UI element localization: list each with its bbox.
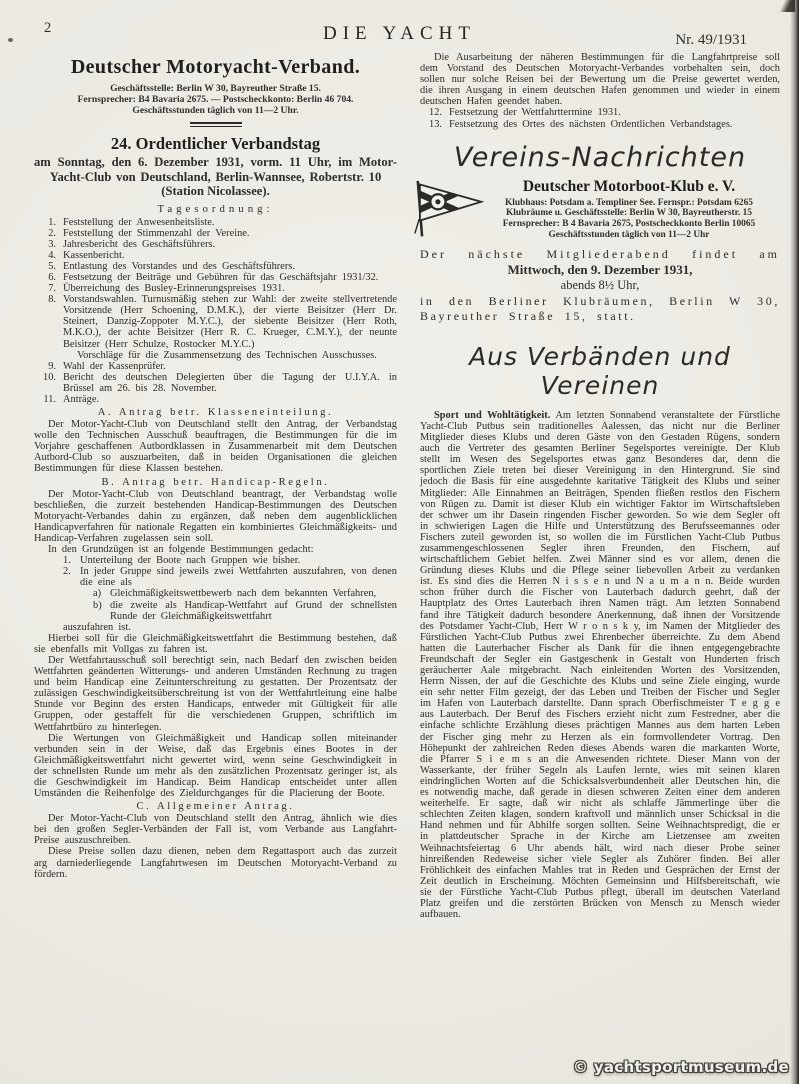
letter-item-marker: a) xyxy=(93,588,102,600)
agenda-item-number: 2. xyxy=(48,227,56,239)
scan-edge-shadow xyxy=(790,0,799,1084)
agenda-item-text: Anträge. xyxy=(63,394,100,405)
sublist-item-text: In jeder Gruppe sind jeweils zwei Wettfahrten auszufahren, von denen die eine als xyxy=(80,566,397,589)
sublist-item-text: Unterteilung der Boote nach Gruppen wie bisher. xyxy=(80,555,301,567)
agenda-item-text: Festsetzung der Beiträge und Gebühren für das Geschäftsjahr 1931/32. xyxy=(63,271,379,283)
letter-item xyxy=(93,588,397,599)
letter-item-text: die zweite als Handicap-Wettfahrt auf Grund der schnellsten Runde der Gleichmäßigkeitswettfahrt xyxy=(110,599,397,622)
sublist-tail: auszufahren ist. xyxy=(63,621,131,633)
article-paragraph xyxy=(420,410,780,920)
page-number: 2 xyxy=(44,20,52,36)
agenda-item-number: 3. xyxy=(48,238,56,250)
club-house-line: Klubhaus: Potsdam a. Templiner See. Fernspr.: Potsdam 6265 xyxy=(505,197,753,208)
two-column-layout xyxy=(34,52,780,920)
agenda-item xyxy=(34,217,397,228)
club-news-section-title: Vereins-Nachrichten xyxy=(453,141,747,173)
agenda-item-number: 9. xyxy=(48,360,56,372)
agenda-item xyxy=(34,261,397,272)
agenda-item-text: Festsetzung des Ortes des nächsten Ordentlichen Verbandstages. xyxy=(449,118,733,130)
motion-b-paragraph: Hierbei soll für die Gleichmäßigkeitswettfahrt die Bestimmung bestehen, daß sie ebenfalls mit Vollgas zu fahren ist. xyxy=(34,632,397,655)
article-lead-in: Sport und Wohltätigkeit. xyxy=(434,409,551,421)
scan-corner-artifact xyxy=(765,0,795,12)
agenda-item-text: Kassenbericht. xyxy=(63,249,125,261)
agenda-item-number: 1. xyxy=(48,216,56,228)
agenda-item-text: Feststellung der Stimmenzahl der Vereine. xyxy=(63,227,250,239)
agenda-item xyxy=(34,250,397,261)
agenda-list xyxy=(34,217,397,406)
club-name: Deutscher Motorboot-Klub e. V. xyxy=(522,177,736,195)
association-title: Deutscher Motoryacht-Verband. xyxy=(70,56,361,78)
club-hours-line: Geschäftsstunden täglich von 11—2 Uhr xyxy=(548,230,710,241)
agenda-item-number: 5. xyxy=(48,260,56,272)
agenda-item-text: Vorstandswahlen. Turnusmäßig stehen zur Wahl: der zweite stellvertretende Vorsitzende (Herr Schoening, D.M.K.), der vierte Beisitzer (Herr Dr. Steinert, Danzig-Zoppoter M.Y.C.), der siebente Beisitzer (Herr Roth, M.K.O.), der achte Beisitzer (Herr R. C. Krueger, C.M.Y.), der neunte Beisitzer (Herr Schulze, Rostocker M.Y.C.) xyxy=(63,294,397,350)
agenda-item xyxy=(34,283,397,294)
left-column xyxy=(34,52,397,920)
association-phone-account: Fernsprecher: B4 Bavaria 2675. — Postscheckkonto: Berlin 46 704. xyxy=(77,94,354,105)
agenda-item-text: Überreichung des Busley-Erinnerungspreises 1931. xyxy=(63,283,285,295)
divider-rule xyxy=(190,122,242,127)
notice-time-line: abends 8½ Uhr, xyxy=(560,277,640,292)
motion-b-paragraph: Die Wertungen von Gleichmäßigkeit und Handicap sollen miteinander verbunden sein in der Weise, daß das Ergebnis eines Bootes in der Gleichmäßigkeitswettfahrt nicht gewertet wird, wenn seine Geschwindigkeit in der schnellsten Runde um mehr als den zusätzlichen Prozentsatz geringer ist, als die Geschwindigkeit im Handicap. Beim Handicap entscheidet unter allen Umständen die Reihenfolge des Zieldurchganges für die Placierung der Boote. xyxy=(34,732,397,800)
sublist-item xyxy=(63,566,397,588)
agenda-item-text: Feststellung der Anwesenheitsliste. xyxy=(63,216,215,228)
club-masthead xyxy=(420,178,780,241)
motion-b-paragraph: Der Motor-Yacht-Club von Deutschland beantragt, der Verbandstag wolle beschließen, die zurzeit bestehenden Handicap-Bestimmungen des Deutschen Motoryacht-Verbandes dahin zu ergänzen, daß neben dem augenblicklichen Handicapverfahren für nationale Regatten ein kombiniertes Gleichmäßigkeits- und Handicap-Verfahren zugelassen sein soll. xyxy=(34,488,397,544)
motion-c-paragraph: Der Motor-Yacht-Club von Deutschland stellt den Antrag, ähnlich wie dies bei den großen Segler-Verbänden der Fall ist, vom Verbande aus Langfahrt-Preise auszuschreiben. xyxy=(34,813,397,847)
agenda-item xyxy=(34,361,397,372)
agenda-item-number: 4. xyxy=(48,249,56,261)
club-rooms-line: Klubräume u. Geschäftsstelle: Berlin W 30, Bayreutherstr. 15 xyxy=(506,208,752,219)
member-evening-notice xyxy=(420,247,780,324)
agenda-item xyxy=(34,372,397,394)
issue-number: Nr. 49/1931 xyxy=(675,32,747,48)
agenda-title: Tagesordnung: xyxy=(157,202,274,215)
club-phone-line: Fernsprecher: B 4 Bavaria 2675, Postscheckkonto Berlin 10065 xyxy=(502,219,756,230)
motion-c-heading: C. Allgemeiner Antrag. xyxy=(136,801,295,813)
association-office-hours: Geschäftsstunden täglich von 11—2 Uhr. xyxy=(132,105,299,116)
agenda-item-number: 8. xyxy=(48,294,56,306)
agenda-item-text: Jahresbericht des Geschäftsführers. xyxy=(63,238,216,250)
agenda-item-text: Bericht des deutschen Delegierten über die Tagung der U.I.Y.A. in Brüssel am 26. bis 28. November. xyxy=(63,371,397,394)
agenda-list-continued xyxy=(420,107,780,129)
motion-b-sublist xyxy=(63,555,397,633)
motion-b-heading: B. Antrag betr. Handicap-Regeln. xyxy=(101,476,330,488)
agenda-item-number: 13. xyxy=(429,118,442,130)
agenda-item-number: 10. xyxy=(43,371,56,383)
clubs-section-title: Aus Verbänden und Vereinen xyxy=(469,341,731,400)
sublist-item-number: 1. xyxy=(63,555,71,567)
agenda-item-addendum: Vorschläge für die Zusammensetzung des Technischen Ausschusses. xyxy=(77,349,377,361)
notice-intro-line: Der nächste Mitgliederabend findet am xyxy=(420,246,780,261)
agenda-item xyxy=(34,272,397,283)
article-body-text: Am letzten Sonnabend veranstaltete der Fürstliche Yacht-Club Putbus sein traditionelles Aalessen, das nicht nur die Berliner Mitglieder dieses Klubs und deren Gäste von den Gestaden Rügens, sondern auch die Vertreter des gesamten Berliner Segelsportes vereinigte. Der Klub stellt im Wesen des Segelsportes etwas ganz Besonderes dar, denn die sportlichen Ziele treten bei dieser Vereinigung in den Hintergrund. Sie sind jedoch die Basis für eine ausgedehnte karitative Tätigkeit des Klubs und seiner Mitglieder: Alle Einnahmen an Beiträgen, Spenden fließen restlos den Fischern von Rügen zu. Damit ist dieser Klub ein wichtiger Faktor im Wirtschaftsleben der schwer um ihr Dasein ringenden Fischer geworden. So wie dem Segler oft in schwierigen Lagen die Hilfe und Unterstützung des Berufsseemannes oder Fischers zuteil geworden ist, so wollen die im Fürstlichen Yacht-Club Putbus zusammengeschlossenen Segler ihren Freunden, den Fischern, auf wirtschaftlichem Gebiet helfen. Zwei Männer sind es vor allem, denen die Gründung dieses Klubs und die Pflege seiner liebevollen Arbeit zu verdanken ist. Es sind dies die Herren N i s s e n und N a u m a n n. Beide wurden schon früher durch die Fischer von Lauterbach dadurch geehrt, daß der Hauptplatz des Ortes Lauterbach ihren Namen trägt. Am letzten Sonnabend fand ihre Tätigkeit dadurch besondere Anerkennung, daß ihnen der Vorsitzende des Potsdamer Yacht-Club, Herr W r o n s k y, im Namen der Mitglieder des Fürstlichen Yacht-Club Putbus zwei Ehrenbecher überreichte. Zu dem Abend hatten die Lauterbacher Fischer als Dank für die ihnen entgegengebrachte Freundschaft der Segler ein Gastgeschenk in Gestalt von Hunderten frisch geräucherter Aale mitgebracht. Nach einleitenden Worten des Vorsitzenden, Herrn Nissen, der auf die Geschichte des Klubs und seine Ziele einging, wurde ein sehr netter Film gezeigt, der das Leben und Treiben der Fischer und Segler im Hafen von Lauterbach darstellte. Dann sprach Oberfischmeister T e g g e aus Lauterbach. Der Beruf des Fischers erzieht nicht zum Festredner, aber die einfache schlichte Erzählung dieses prächtigen Mannes aus dem harten Leben der Fischer ging mehr zu Herzen als ein formvollendeter Vortrag. Den Höhepunkt der zahlreichen Reden dieses Abends waren die markanten Worte, die Pfarrer S i e m s an die Anwesenden richtete. Dieser Mann von der Wasserkante, der früher Segeln als Laufen lernte, wies mit seinen klaren eindringlichen Worten auf die Schicksalsverbundenheit aller Deutschen hin, die es notwendig mache, daß gerade in diesen schweren Zeiten einer dem anderen weiterhelfe. Er sagte, daß wir nicht als schlaffe Jämmerlinge über die schlechten Zeiten klagen, sondern kraftvoll und männlich unser Schicksal in die Hand nehmen und für Abhilfe sorgen sollten. Seine Weihnachtspredigt, die er in plattdeutscher Sprache in der Kirche am Lietzensee am zweiten Weihnachtsfeiertag 6 Uhr abends hält, wird nach dieser Probe seiner hinreißenden Redeweise sicher viele Segler als Zuhörer finden. Bei aller Fröhlichkeit des einfachen Mahles trat in Reden und Gesprächen der Ernst der Zeit deutlich in Erscheinung. Möchten Gemeinsinn und Hilfsbereitschaft, wie sie der Fürstliche Yacht-Club Putbus pflegt, überall im deutschen Vaterland Platz greifen und die zerstörten Brücken von Mensch zu Mensch wieder aufbauen. xyxy=(420,409,780,921)
motion-c-paragraph: Diese Preise sollen dazu dienen, neben dem Regattasport auch das zurzeit arg darniederliegende Langfahrtwesen im Deutschen Motoryacht-Verband zu fördern. xyxy=(34,846,397,880)
sublist-item-number: 2. xyxy=(63,566,71,578)
agenda-item xyxy=(34,394,397,405)
meeting-station-note: (Station Nicolassee). xyxy=(161,184,270,198)
motion-b-paragraph: Der Wettfahrtausschuß soll berechtigt sein, nach Bedarf den zwischen beiden Wettfahrten geänderten Witterungs- und anderen Umständen Rechnung zu tragen und beim Handicap eine Zeitunterschreitung zu gestatten. Der Prozentsatz der zulässigen Geschwindigkeitsüberschreitung ist von der Wettfahrtleitung eine halbe Stunde vor Beginn des ersten Handicaps, entweder mit Gültigkeit für alle Gruppen, oder gestaffelt für die verschiedenen Gruppen, schriftlich im Wettfahrtbüro zu hinterlegen. xyxy=(34,654,397,733)
agenda-item xyxy=(34,228,397,239)
letter-item xyxy=(93,600,397,622)
notice-date-line: Mittwoch, den 9. Dezember 1931, xyxy=(507,261,693,277)
agenda-item-text: Entlastung des Vorstandes und des Geschäftsführers. xyxy=(63,260,295,272)
notice-location-line: in den Berliner Klubräumen, Berlin W 30, Bayreuther Straße 15, statt. xyxy=(420,293,780,323)
motion-a-heading: A. Antrag betr. Klasseneinteilung. xyxy=(97,407,334,419)
agenda-item-number: 11. xyxy=(43,394,56,405)
letter-item-text: Gleichmäßigkeitswettbewerb nach dem bekannten Verfahren, xyxy=(110,588,377,600)
agenda-item xyxy=(420,119,780,130)
agenda-item-number: 6. xyxy=(48,271,56,283)
continuation-paragraph: Die Ausarbeitung der näheren Bestimmungen für die Langfahrtpreise soll dem Vorstand des Deutschen Motoryacht-Verbandes vorbehalten sein, doch sollen nur solche Reisen bei der Bewertung um die Preise gewertet werden, die ihren Ausgang in einem deutschen Hafen genommen und wieder in einem deutschen Hafen geendet haben. xyxy=(420,52,780,108)
club-burgee-pennant-icon xyxy=(412,178,484,245)
motion-a-paragraph: Der Motor-Yacht-Club von Deutschland stellt den Antrag, der Verbandstag wolle den Technischen Ausschuß beauftragen, die Bestimmungen für die im Vorjahre geschaffenen Autbordklassen in Zusammenarbeit mit dem Deutschen Autbord-Club so auszuarbeiten, daß in beiden Organisationen die gleichen Bestimmungen für diese Klassen bestehen. xyxy=(34,419,397,475)
letter-item-marker: b) xyxy=(93,599,102,611)
watermark: © yachtsportmuseum.de xyxy=(572,1058,789,1076)
agenda-item-number: 7. xyxy=(48,283,56,295)
association-address: Geschäftsstelle: Berlin W 30, Bayreuther Straße 15. xyxy=(110,83,321,94)
agenda-item-number: 12. xyxy=(429,107,442,119)
journal-title: DIE YACHT xyxy=(322,23,477,44)
meeting-title: 24. Ordentlicher Verbandstag xyxy=(110,134,321,153)
motion-b-paragraph: In den Grundzügen ist an folgende Bestimmungen gedacht: xyxy=(48,544,314,556)
agenda-item-text: Wahl der Kassenprüfer. xyxy=(63,360,166,372)
agenda-item xyxy=(34,239,397,250)
meeting-invite: am Sonntag, den 6. Dezember 1931, vorm. 11 Uhr, im Motor-Yacht-Club von Deutschland, Berlin-Wannsee, Robertstr. 10 xyxy=(34,155,397,184)
agenda-item-text: Festsetzung der Wettfahrttermine 1931. xyxy=(449,107,621,119)
right-column xyxy=(420,52,780,920)
agenda-item xyxy=(34,294,397,349)
motion-b-letter-list xyxy=(93,588,397,621)
agenda-item xyxy=(420,107,780,118)
sublist-item xyxy=(63,555,397,566)
